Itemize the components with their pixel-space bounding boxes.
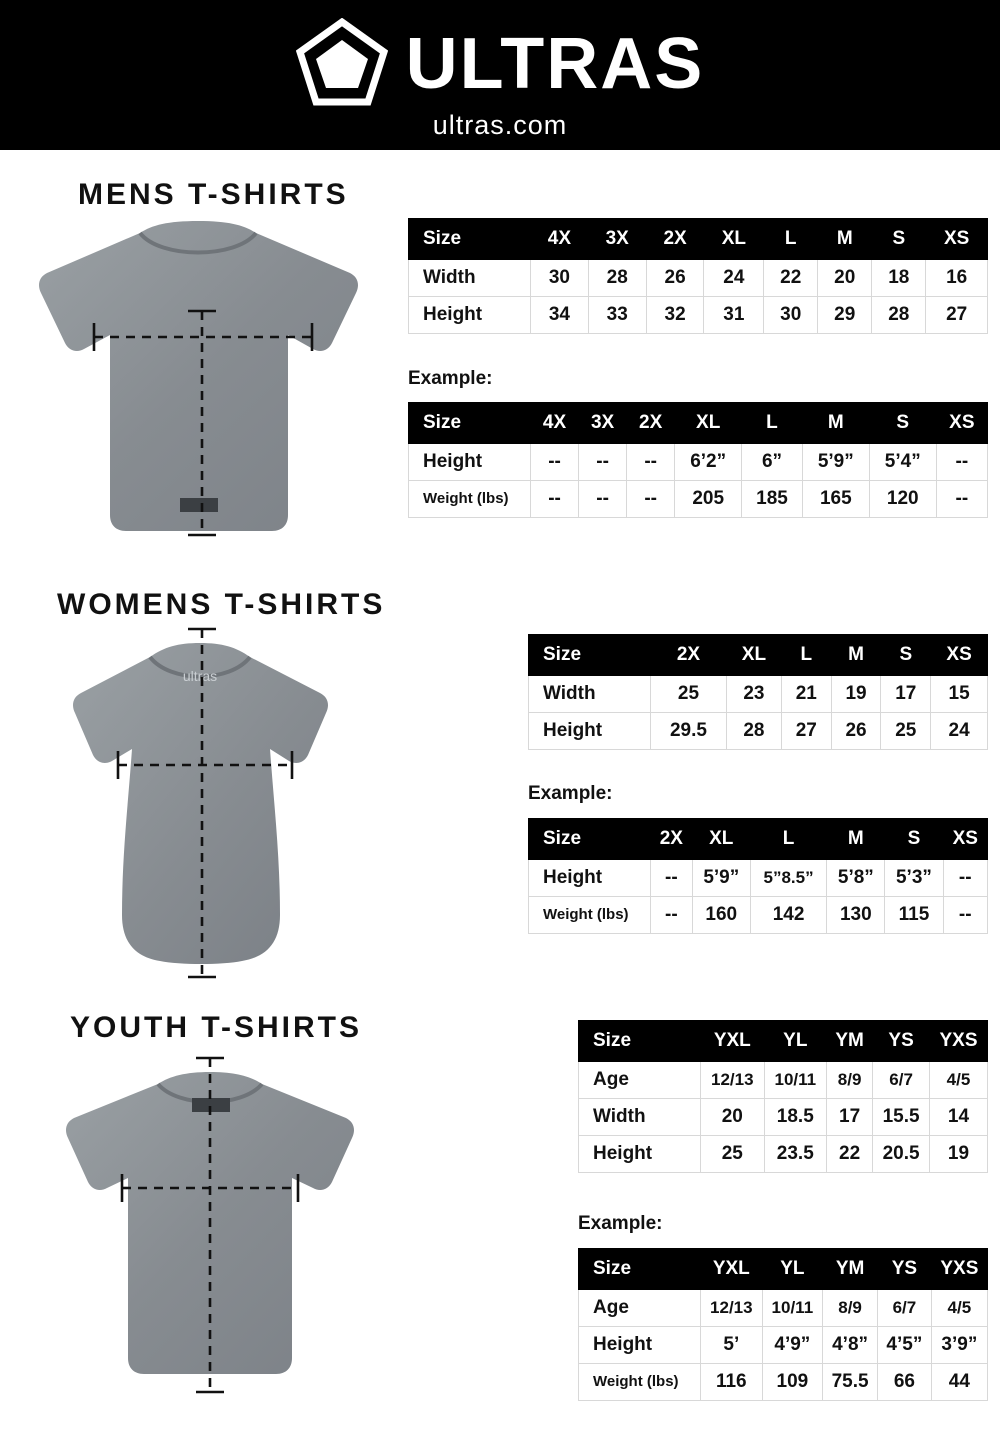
col-head: 2X (646, 219, 704, 260)
cell: 22 (827, 1136, 873, 1173)
col-head: 4X (531, 403, 579, 444)
cell: 5’9” (802, 444, 869, 481)
col-head: L (764, 219, 818, 260)
cell: 3’9” (931, 1327, 987, 1364)
col-head: L (742, 403, 803, 444)
col-head: Size (579, 1249, 701, 1290)
col-head: YM (823, 1249, 878, 1290)
col-head: M (831, 635, 881, 676)
row-label: Height (409, 444, 531, 481)
table-row (579, 1099, 988, 1136)
cell: 20 (701, 1099, 765, 1136)
cell: 160 (692, 897, 750, 934)
cell: 165 (802, 481, 869, 518)
brand-name: ULTRAS (405, 24, 705, 104)
cell: 205 (675, 481, 742, 518)
cell: 30 (531, 260, 589, 297)
col-head: YS (873, 1021, 930, 1062)
cell: 185 (742, 481, 803, 518)
cell: 18 (872, 260, 926, 297)
table-row (529, 897, 988, 934)
row-label: Width (579, 1099, 701, 1136)
cell: 5’8” (827, 860, 885, 897)
row-label: Age (579, 1290, 701, 1327)
cell: 6/7 (873, 1062, 930, 1099)
table-header-row (409, 403, 988, 444)
row-label: Weight (lbs) (579, 1364, 701, 1401)
womens-example-table (528, 818, 988, 934)
cell: -- (943, 860, 988, 897)
mens-example-label: Example: (408, 368, 493, 389)
col-head: YS (878, 1249, 932, 1290)
row-label: Weight (lbs) (529, 897, 651, 934)
cell: 6’2” (675, 444, 742, 481)
col-head: 4X (531, 219, 589, 260)
womens-example-label: Example: (528, 783, 613, 804)
col-head: L (750, 819, 826, 860)
col-head: M (827, 819, 885, 860)
cell: 130 (827, 897, 885, 934)
cell: 27 (926, 297, 988, 334)
col-head: YXL (701, 1249, 763, 1290)
row-label: Width (409, 260, 531, 297)
col-head: L (781, 635, 831, 676)
col-head: YL (764, 1021, 826, 1062)
table-header-row (579, 1249, 988, 1290)
cell: 4/5 (929, 1062, 987, 1099)
cell: 16 (926, 260, 988, 297)
cell: 21 (781, 676, 831, 713)
cell: 19 (831, 676, 881, 713)
table-row (529, 860, 988, 897)
youth-example-label: Example: (578, 1213, 663, 1234)
cell: 31 (704, 297, 764, 334)
table-row (579, 1327, 988, 1364)
table-row (529, 713, 988, 750)
cell: 28 (588, 260, 646, 297)
cell: 12/13 (701, 1290, 763, 1327)
col-head: 2X (651, 635, 727, 676)
cell: 6” (742, 444, 803, 481)
cell: 10/11 (764, 1062, 826, 1099)
col-head: Size (529, 819, 651, 860)
section-title-womens: WOMENS T-SHIRTS (57, 588, 386, 621)
cell: -- (531, 444, 579, 481)
cell: 20.5 (873, 1136, 930, 1173)
cell: 14 (929, 1099, 987, 1136)
cell: 29.5 (651, 713, 727, 750)
cell: 12/13 (701, 1062, 765, 1099)
row-label: Height (579, 1327, 701, 1364)
cell: 10/11 (762, 1290, 822, 1327)
row-label: Width (529, 676, 651, 713)
cell: 15.5 (873, 1099, 930, 1136)
cell: 5’4” (869, 444, 936, 481)
cell: 5’9” (692, 860, 750, 897)
cell: 44 (931, 1364, 987, 1401)
table-row (579, 1136, 988, 1173)
row-label: Height (579, 1136, 701, 1173)
cell: 28 (726, 713, 781, 750)
cell: 5’ (701, 1327, 763, 1364)
col-head: Size (409, 219, 531, 260)
col-head: XL (704, 219, 764, 260)
cell: 8/9 (827, 1062, 873, 1099)
cell: 27 (781, 713, 831, 750)
cell: -- (627, 481, 675, 518)
cell: -- (579, 444, 627, 481)
row-label: Height (409, 297, 531, 334)
table-header-row (409, 219, 988, 260)
cell: 6/7 (878, 1290, 932, 1327)
cell: 34 (531, 297, 589, 334)
col-head: Size (529, 635, 651, 676)
cell: 17 (881, 676, 931, 713)
womens-size-table (528, 634, 988, 750)
pentagon-logo-icon (296, 18, 388, 110)
cell: -- (627, 444, 675, 481)
cell: 20 (818, 260, 872, 297)
cell: 23.5 (764, 1136, 826, 1173)
cell: 4’8” (823, 1327, 878, 1364)
cell: 5”8.5” (750, 860, 826, 897)
cell: 28 (872, 297, 926, 334)
col-head: 3X (588, 219, 646, 260)
table-header-row (529, 635, 988, 676)
col-head: Size (579, 1021, 701, 1062)
cell: 25 (651, 676, 727, 713)
cell: 75.5 (823, 1364, 878, 1401)
cell: 24 (704, 260, 764, 297)
brand-header (0, 0, 1000, 150)
cell: 29 (818, 297, 872, 334)
row-label: Height (529, 860, 651, 897)
cell: 17 (827, 1099, 873, 1136)
youth-example-table (578, 1248, 988, 1401)
col-head: XL (675, 403, 742, 444)
cell: 8/9 (823, 1290, 878, 1327)
table-row (579, 1364, 988, 1401)
cell: -- (531, 481, 579, 518)
cell: 26 (831, 713, 881, 750)
svg-text:ultras: ultras (182, 668, 218, 684)
cell: 142 (750, 897, 826, 934)
col-head: XS (931, 635, 988, 676)
cell: -- (943, 897, 988, 934)
cell: 120 (869, 481, 936, 518)
col-head: 2X (651, 819, 693, 860)
cell: -- (936, 481, 987, 518)
col-head: S (869, 403, 936, 444)
table-row (409, 260, 988, 297)
cell: 25 (881, 713, 931, 750)
col-head: XS (936, 403, 987, 444)
brand-row (0, 18, 1000, 110)
cell: 19 (929, 1136, 987, 1173)
cell: 33 (588, 297, 646, 334)
col-head: YXS (931, 1249, 987, 1290)
table-row (579, 1290, 988, 1327)
cell: 4’9” (762, 1327, 822, 1364)
brand-website: ultras.com (432, 110, 568, 140)
section-title-youth: YOUTH T-SHIRTS (70, 1011, 363, 1044)
mens-tshirt-illustration (20, 215, 380, 545)
womens-tshirt-illustration (30, 615, 370, 990)
cell: -- (651, 860, 693, 897)
cell: -- (651, 897, 693, 934)
cell: 116 (701, 1364, 763, 1401)
table-header-row (529, 819, 988, 860)
cell: 109 (762, 1364, 822, 1401)
col-head: XL (726, 635, 781, 676)
cell: 115 (885, 897, 943, 934)
cell: 18.5 (764, 1099, 826, 1136)
cell: 22 (764, 260, 818, 297)
mens-example-table (408, 402, 988, 518)
col-head: Size (409, 403, 531, 444)
cell: 23 (726, 676, 781, 713)
col-head: S (881, 635, 931, 676)
row-label: Weight (lbs) (409, 481, 531, 518)
table-row (409, 444, 988, 481)
table-row (409, 297, 988, 334)
row-label: Height (529, 713, 651, 750)
table-row (579, 1062, 988, 1099)
col-head: YM (827, 1021, 873, 1062)
col-head: XS (926, 219, 988, 260)
col-head: M (818, 219, 872, 260)
section-title-mens: MENS T-SHIRTS (78, 178, 349, 211)
cell: 4/5 (931, 1290, 987, 1327)
col-head: M (802, 403, 869, 444)
cell: -- (936, 444, 987, 481)
table-header-row (579, 1021, 988, 1062)
table-row (529, 676, 988, 713)
cell: 4’5” (878, 1327, 932, 1364)
cell: 24 (931, 713, 988, 750)
cell: 5’3” (885, 860, 943, 897)
table-row (409, 481, 988, 518)
row-label: Age (579, 1062, 701, 1099)
cell: 15 (931, 676, 988, 713)
col-head: 3X (579, 403, 627, 444)
cell: 66 (878, 1364, 932, 1401)
col-head: YXL (701, 1021, 765, 1062)
cell: 30 (764, 297, 818, 334)
col-head: XS (943, 819, 988, 860)
mens-size-table (408, 218, 988, 334)
cell: 32 (646, 297, 704, 334)
col-head: XL (692, 819, 750, 860)
col-head: S (872, 219, 926, 260)
youth-size-table (578, 1020, 988, 1173)
cell: -- (579, 481, 627, 518)
youth-tshirt-illustration (40, 1040, 380, 1410)
cell: 25 (701, 1136, 765, 1173)
col-head: S (885, 819, 943, 860)
col-head: YL (762, 1249, 822, 1290)
cell: 26 (646, 260, 704, 297)
col-head: YXS (929, 1021, 987, 1062)
col-head: 2X (627, 403, 675, 444)
